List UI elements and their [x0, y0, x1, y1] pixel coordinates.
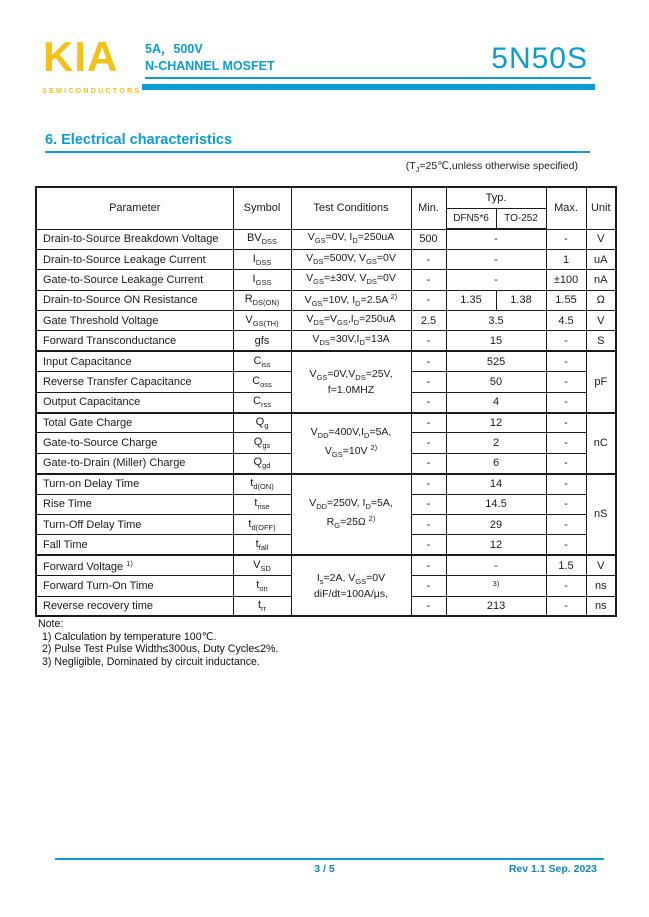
header-rule-thick — [142, 84, 595, 90]
cell-parameter: Gate Threshold Voltage — [36, 311, 233, 331]
cell-typ: 29 — [446, 514, 546, 534]
cell-parameter: Reverse recovery time — [36, 596, 233, 616]
col-header-typ-dfn: DFN5*6 — [446, 208, 496, 229]
col-header-min: Min. — [411, 187, 446, 229]
section-underline — [45, 151, 590, 153]
cell-conditions: $V_{DS}=500V$, $V_{GS}=0V$ — [291, 249, 411, 269]
cell-parameter: Gate-to-Drain (Miller) Charge — [36, 453, 233, 473]
cell-max: - — [546, 535, 586, 555]
cell-min: 2.5 — [411, 311, 446, 331]
cell-max: 1 — [546, 249, 586, 269]
cell-unit: S — [586, 331, 616, 351]
cell-min: - — [411, 474, 446, 494]
cell-max: - — [546, 453, 586, 473]
cell-typ: 15 — [446, 331, 546, 351]
cell-typ: - — [446, 229, 546, 249]
cell-min: - — [411, 249, 446, 269]
cell-conditions: $V_{GS}=0V$, $I_D=250uA$ — [291, 229, 411, 249]
cell-min: - — [411, 576, 446, 596]
cell-typ: - — [446, 555, 546, 575]
cell-unit: uA — [586, 249, 616, 269]
cell-parameter: Forward Turn-On Time — [36, 576, 233, 596]
cell-typ: 3.5 — [446, 311, 546, 331]
cell-max: - — [546, 351, 586, 371]
cell-typ: 3) — [446, 576, 546, 596]
cell-typ: 525 — [446, 351, 546, 371]
cell-symbol: $R_{DS(ON)}$ — [233, 290, 291, 310]
cell-conditions: $V_{DD}=250V$, $I_D=5A$, $R_G=25\Omega$ $^{2)}$ — [291, 474, 411, 556]
cell-typ: 14.5 — [446, 494, 546, 514]
note-item: 3) Negligible, Dominated by circuit inductance. — [42, 656, 260, 669]
cell-symbol: $V_{GS(TH)}$ — [233, 311, 291, 331]
cell-typ: 2 — [446, 433, 546, 453]
cell-max: - — [546, 372, 586, 392]
cell-typ: 12 — [446, 413, 546, 433]
revision-label: Rev 1.1 Sep. 2023 — [508, 863, 597, 875]
cell-symbol: $C_{rss}$ — [233, 392, 291, 412]
cell-symbol: $t_{fall}$ — [233, 535, 291, 555]
cell-min: - — [411, 351, 446, 371]
cell-typ: - — [446, 249, 546, 269]
cell-min: - — [411, 413, 446, 433]
col-header-max: Max. — [546, 187, 586, 229]
cell-typ: 50 — [446, 372, 546, 392]
cell-parameter: Drain-to-Source Breakdown Voltage — [36, 229, 233, 249]
cell-symbol: $t_{d(OFF)}$ — [233, 514, 291, 534]
cell-min: - — [411, 494, 446, 514]
cell-min: - — [411, 596, 446, 616]
cell-min: - — [411, 555, 446, 575]
cell-typ-to252: 1.38 — [496, 290, 546, 310]
cell-symbol: $C_{oss}$ — [233, 372, 291, 392]
cell-conditions: $V_{GS}=\pm 30V$, $V_{DS}=0V$ — [291, 270, 411, 290]
col-header-parameter: Parameter — [36, 187, 233, 229]
cell-max: - — [546, 494, 586, 514]
notes-title: Note: — [38, 618, 64, 630]
col-header-typ: Typ. — [446, 187, 546, 208]
test-condition-note: ($T_J=25℃,unless$ otherwise specified) — [405, 160, 578, 174]
brand-logo: KIA — [43, 33, 119, 80]
cell-max: - — [546, 576, 586, 596]
spec-table — [35, 186, 617, 617]
cell-unit: nA — [586, 270, 616, 290]
device-rating: 5A，500V — [145, 42, 203, 56]
cell-max: - — [546, 596, 586, 616]
cell-parameter: Turn-Off Delay Time — [36, 514, 233, 534]
cell-unit: Ω — [586, 290, 616, 310]
cell-symbol: $I_{DSS}$ — [233, 249, 291, 269]
cell-typ: 14 — [446, 474, 546, 494]
cell-min: - — [411, 514, 446, 534]
note-item: 1) Calculation by temperature 100℃. — [42, 630, 217, 643]
cell-max: 1.5 — [546, 555, 586, 575]
table-row — [36, 229, 616, 249]
footer-rule — [55, 858, 604, 860]
cell-symbol: $t_{d(ON)}$ — [233, 474, 291, 494]
cell-unit: V — [586, 229, 616, 249]
cell-symbol: $V_{SD}$ — [233, 555, 291, 575]
cell-min: - — [411, 372, 446, 392]
cell-parameter: Fall Time — [36, 535, 233, 555]
cell-parameter: Gate-to-Source Leakage Current — [36, 270, 233, 290]
table-row — [36, 413, 616, 433]
cell-unit: pF — [586, 351, 616, 412]
notes-block — [38, 618, 278, 669]
cell-typ: 6 — [446, 453, 546, 473]
cell-parameter: Rise Time — [36, 494, 233, 514]
cell-symbol: $t_{rise}$ — [233, 494, 291, 514]
cell-parameter: Drain-to-Source ON Resistance — [36, 290, 233, 310]
cell-unit: ns — [586, 596, 616, 616]
cell-symbol: gfs — [233, 331, 291, 351]
table-row — [36, 555, 616, 575]
cell-conditions: $V_{DD}=400V,I_D=5A$, $V_{GS}=10V$ $^{2)}$ — [291, 413, 411, 474]
cell-parameter: Drain-to-Source Leakage Current — [36, 249, 233, 269]
note-item: 2) Pulse Test Pulse Width≤300us, Duty Cycle≤2%. — [42, 643, 279, 656]
cell-typ: 12 — [446, 535, 546, 555]
cell-conditions: $V_{DS}=V_{GS},I_D=250uA$ — [291, 311, 411, 331]
section-title: 6. Electrical characteristics — [45, 132, 233, 148]
cell-conditions: $V_{DS}=30V,I_D=13A$ — [291, 331, 411, 351]
cell-typ: - — [446, 270, 546, 290]
cell-max: - — [546, 413, 586, 433]
cell-min: - — [411, 433, 446, 453]
cell-symbol: $t_{rr}$ — [233, 596, 291, 616]
cell-max: - — [546, 433, 586, 453]
cell-typ-dfn: 1.35 — [446, 290, 496, 310]
cell-unit: nS — [586, 474, 616, 556]
table-row — [36, 331, 616, 351]
cell-max: - — [546, 514, 586, 534]
cell-symbol: $C_{iss}$ — [233, 351, 291, 371]
part-number: 5N50S — [491, 42, 588, 75]
cell-unit: V — [586, 311, 616, 331]
cell-symbol: $Q_{gd}$ — [233, 453, 291, 473]
cell-min: - — [411, 392, 446, 412]
cell-max: 4.5 — [546, 311, 586, 331]
cell-min: - — [411, 331, 446, 351]
cell-min: - — [411, 290, 446, 310]
col-header-symbol: Symbol — [233, 187, 291, 229]
cell-unit: V — [586, 555, 616, 575]
cell-parameter: Reverse Transfer Capacitance — [36, 372, 233, 392]
cell-max: - — [546, 331, 586, 351]
cell-symbol: $I_{GSS}$ — [233, 270, 291, 290]
cell-min: - — [411, 535, 446, 555]
page-number: 3 / 5 — [314, 863, 335, 875]
cell-parameter: Forward Voltage $^{1)}$ — [36, 555, 233, 575]
col-header-typ-to252: TO-252 — [496, 208, 546, 229]
cell-max: - — [546, 474, 586, 494]
col-header-unit: Unit — [586, 187, 616, 229]
cell-max: - — [546, 392, 586, 412]
cell-parameter: Forward Transconductance — [36, 331, 233, 351]
cell-symbol: $Q_{gs}$ — [233, 433, 291, 453]
header-rule-thin — [145, 77, 591, 79]
device-summary — [145, 41, 275, 75]
cell-conditions: $V_{GS}=10V$, $I_D=2.5A$ $^{2)}$ — [291, 290, 411, 310]
table-row — [36, 311, 616, 331]
table-row — [36, 249, 616, 269]
cell-typ: 4 — [446, 392, 546, 412]
cell-min: - — [411, 453, 446, 473]
device-type: N-CHANNEL MOSFET — [145, 59, 275, 73]
table-row — [36, 474, 616, 494]
cell-parameter: Turn-on Delay Time — [36, 474, 233, 494]
cell-min: 500 — [411, 229, 446, 249]
cell-parameter: Total Gate Charge — [36, 413, 233, 433]
cell-min: - — [411, 270, 446, 290]
cell-parameter: Gate-to-Source Charge — [36, 433, 233, 453]
cell-symbol: $t_{on}$ — [233, 576, 291, 596]
cell-typ: 213 — [446, 596, 546, 616]
table-row — [36, 270, 616, 290]
table-row — [36, 351, 616, 371]
cell-parameter: Output Capacitance — [36, 392, 233, 412]
cell-symbol: $BV_{DSS}$ — [233, 229, 291, 249]
cell-max: ±100 — [546, 270, 586, 290]
cell-conditions: $V_{GS}=0V,V_{DS}=25V$, f=1.0MHZ — [291, 351, 411, 412]
cell-conditions: $I_s=2A$, $V_{GS}=0V$ diF/dt=100A/μs, — [291, 555, 411, 616]
cell-unit: nC — [586, 413, 616, 474]
table-header-row — [36, 187, 616, 208]
brand-logo-subtext: SEMICONDUCTORS — [42, 88, 142, 95]
table-row — [36, 290, 616, 310]
col-header-conditions: Test Conditions — [291, 187, 411, 229]
cell-max: 1.55 — [546, 290, 586, 310]
cell-symbol: $Q_g$ — [233, 413, 291, 433]
cell-unit: ns — [586, 576, 616, 596]
cell-parameter: Input Capacitance — [36, 351, 233, 371]
cell-max: - — [546, 229, 586, 249]
